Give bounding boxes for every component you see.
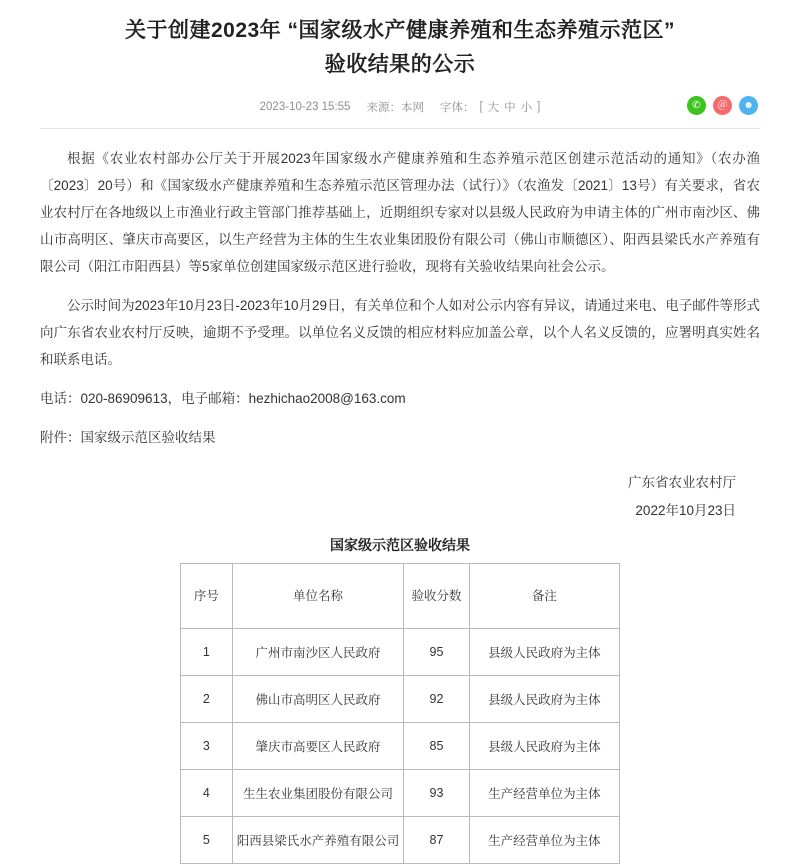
- contact-paragraph: 电话：020-86909613，电子邮箱：hezhichao2008@163.com: [40, 391, 406, 406]
- page-title-line-1: 关于创建2023年 “国家级水产健康养殖和生态养殖示范区”: [124, 19, 676, 42]
- cell-unit-name: 生生农业集团股份有限公司: [232, 770, 404, 817]
- header-no: 序号: [181, 564, 233, 629]
- body-paragraph-2: 公示时间为2023年10月23日-2023年10月29日，有关单位和个人如对公示内容有异议，请通过来电、电子邮件等形式向广东省农业农村厅反映，逾期不予受理。以单位名义反馈的相应材料应加盖公章，以个人名义反馈的，应署明真实姓名和联系电话。: [40, 298, 760, 367]
- bracket-close: ]: [537, 101, 541, 113]
- table-row: [181, 723, 620, 770]
- table-row: [181, 676, 620, 723]
- cell-no: 4: [181, 770, 233, 817]
- page-title-line-2: 验收结果的公示: [324, 53, 476, 76]
- attachment-paragraph: 附件：国家级示范区验收结果: [40, 430, 216, 445]
- cell-unit-name: 佛山市高明区人民政府: [232, 676, 404, 723]
- cell-score: 93: [404, 770, 469, 817]
- header-unit-name: 单位名称: [232, 564, 404, 629]
- bracket-open: [: [479, 101, 483, 113]
- table-header-row: [181, 564, 620, 629]
- article-body: [40, 145, 760, 451]
- result-table-body: [181, 629, 620, 864]
- wechat-share-icon[interactable]: ✆: [687, 96, 706, 115]
- cell-note: 县级人民政府为主体: [469, 723, 619, 770]
- table-row: [181, 629, 620, 676]
- signature-org: 广东省农业农村厅: [628, 475, 736, 490]
- qq-share-icon[interactable]: ☻: [739, 96, 758, 115]
- share-icon-group: [687, 96, 758, 115]
- font-size-control: [440, 99, 540, 115]
- meta-center-group: [260, 99, 541, 115]
- article-title: [40, 0, 760, 82]
- font-size-large-button[interactable]: 大: [487, 102, 500, 114]
- cell-score: 95: [404, 629, 469, 676]
- publish-datetime: 2023-10-23 15:55: [259, 101, 351, 113]
- result-table-section: [40, 535, 760, 864]
- font-size-medium-button[interactable]: 中: [504, 102, 516, 114]
- cell-no: 3: [181, 723, 233, 770]
- header-note: 备注: [469, 564, 619, 629]
- signature-date: 2022年10月23日: [635, 503, 736, 518]
- table-row: [181, 817, 620, 864]
- cell-score: 85: [404, 723, 469, 770]
- result-table-head: [181, 564, 620, 629]
- cell-unit-name: 阳西县梁氏水产养殖有限公司: [232, 817, 404, 864]
- cell-no: 2: [181, 676, 233, 723]
- article-meta: [40, 96, 760, 118]
- header-score: 验收分数: [404, 564, 469, 629]
- cell-score: 92: [404, 676, 469, 723]
- cell-note: 生产经营单位为主体: [469, 817, 619, 864]
- cell-no: 1: [181, 629, 233, 676]
- cell-note: 县级人民政府为主体: [469, 676, 619, 723]
- font-size-small-button[interactable]: 小: [520, 102, 533, 114]
- cell-no: 5: [181, 817, 233, 864]
- signature-block: [40, 469, 760, 525]
- result-table: [180, 563, 620, 864]
- cell-unit-name: 肇庆市高要区人民政府: [232, 723, 404, 770]
- cell-note: 县级人民政府为主体: [469, 629, 619, 676]
- result-table-title: 国家级示范区验收结果: [330, 537, 470, 553]
- body-paragraph-1: 根据《农业农村部办公厅关于开展2023年国家级水产健康养殖和生态养殖示范区创建示范活动的通知》（农办渔〔2023〕20号）和《国家级水产健康养殖和生态养殖示范区管理办法（试行）》（农渔发〔2021〕13号）有关要求，省农业农村厅在各地级以上市渔业行政主管部门推荐基础上，近期组织专家对以县级人民政府为申请主体的广州市南沙区、佛山市高明区、肇庆市高要区，以生产经营为主体的生生农业集团股份有限公司（佛山市顺德区）、阳西县梁氏水产养殖有限公司（阳江市阳西县）等5家单位创建国家级示范区进行验收，现将有关验收结果向社会公示。: [40, 151, 760, 274]
- font-size-label: 字体：: [439, 102, 475, 114]
- cell-note: 生产经营单位为主体: [469, 770, 619, 817]
- cell-unit-name: 广州市南沙区人民政府: [232, 629, 404, 676]
- table-row: [181, 770, 620, 817]
- article-source: 来源：本网: [366, 102, 424, 114]
- weibo-share-icon[interactable]: ＠: [713, 96, 732, 115]
- cell-score: 87: [404, 817, 469, 864]
- header-divider: [40, 128, 760, 129]
